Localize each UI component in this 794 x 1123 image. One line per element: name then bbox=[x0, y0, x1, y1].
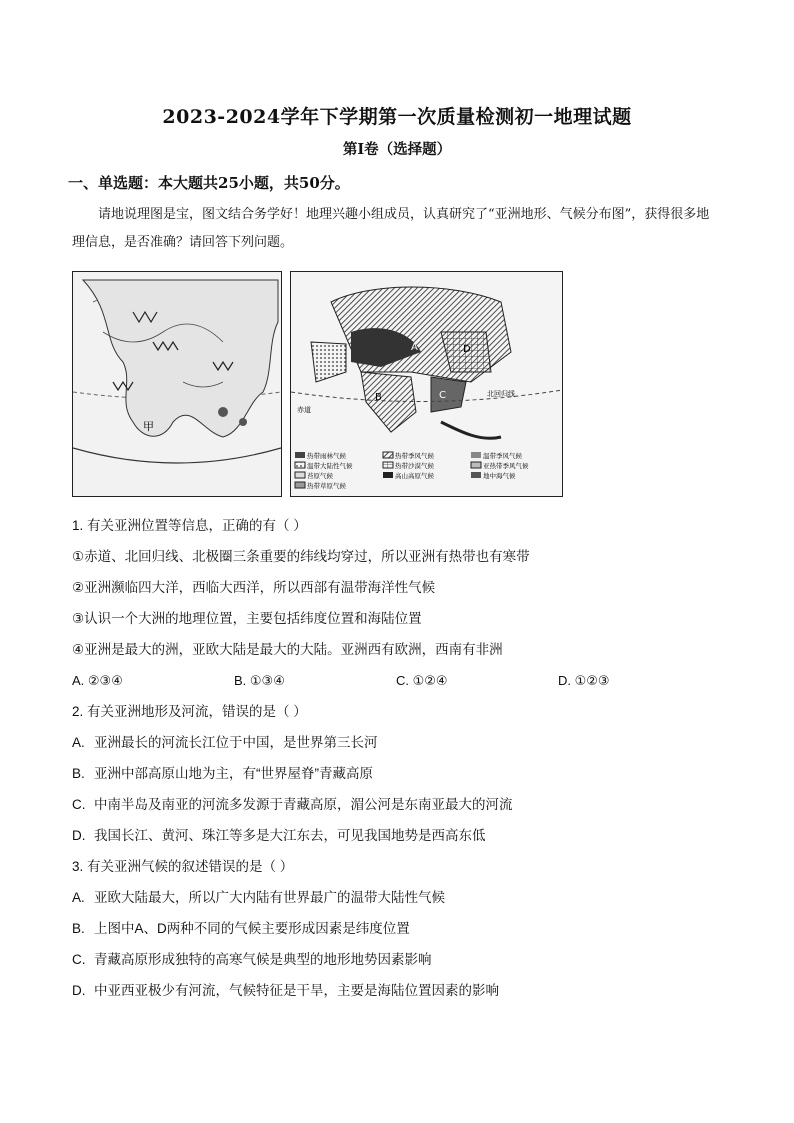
volume-title: 第Ⅰ卷（选择题） bbox=[342, 141, 452, 158]
legend-item: 亚热带季风气候 bbox=[483, 462, 529, 470]
option-text: 中亚西亚极少有河流，气候特征是干旱，主要是海陆位置因素的影响 bbox=[94, 983, 499, 998]
asia-terrain-map bbox=[72, 271, 282, 497]
legend-item: 苔原气候 bbox=[307, 472, 333, 480]
question-1-statement: ④亚洲是最大的洲，亚欧大陆是最大的大陆。亚洲西有欧洲，西南有非洲 bbox=[72, 642, 503, 657]
option-label: B. bbox=[72, 921, 85, 936]
terrain-map-drawing bbox=[73, 272, 281, 496]
question-3-option-d[interactable] bbox=[72, 975, 732, 1006]
climate-label-a: A bbox=[411, 342, 418, 353]
option-text: 上图中A、D两种不同的气候主要形成因素是纬度位置 bbox=[94, 921, 410, 936]
legend-item: 热带沙漠气候 bbox=[395, 462, 434, 470]
option-label: C. bbox=[72, 952, 86, 967]
question-1-option-b[interactable]: B. ①③④ bbox=[234, 673, 285, 688]
option-text: 青藏高原形成独特的高寒气候是典型的地形地势因素影响 bbox=[94, 952, 432, 967]
question-1-option-d[interactable]: D. ①②③ bbox=[558, 673, 610, 688]
legend-item: 高山高原气候 bbox=[395, 472, 434, 480]
legend-item: 热带草原气候 bbox=[307, 482, 346, 490]
equator-label: 赤道 bbox=[297, 406, 311, 414]
question-2-option-d[interactable] bbox=[72, 820, 732, 851]
question-3-option-c[interactable] bbox=[72, 944, 732, 975]
exam-title: 2023-2024学年下学期第一次质量检测初一地理试题 bbox=[162, 106, 632, 128]
option-label: A. bbox=[72, 890, 85, 905]
option-text: 亚洲最长的河流长江位于中国，是世界第三长河 bbox=[94, 735, 378, 750]
option-text: 我国长江、黄河、珠江等多是大江东去，可见我国地势是西高东低 bbox=[94, 828, 486, 843]
option-label: D. bbox=[72, 983, 86, 998]
map-figures bbox=[72, 271, 717, 498]
question-1-options bbox=[72, 665, 732, 696]
option-text: 中南半岛及南亚的河流多发源于青藏高原，湄公河是东南亚最大的河流 bbox=[94, 797, 513, 812]
legend-item: 温带大陆性气候 bbox=[307, 462, 353, 470]
climate-legend bbox=[295, 451, 529, 490]
question-1-statement: ①赤道、北回归线、北极圈三条重要的纬线均穿过，所以亚洲有热带也有寒带 bbox=[72, 549, 530, 564]
climate-label-d: D bbox=[463, 344, 471, 355]
question-2-stem: 2. 有关亚洲地形及河流，错误的是（ ） bbox=[72, 704, 307, 719]
legend-item: 温带季风气候 bbox=[483, 452, 522, 460]
question-1-option-c[interactable]: C. ①②④ bbox=[396, 673, 448, 688]
map-label-jia: 甲 bbox=[143, 420, 154, 433]
question-3-option-a[interactable] bbox=[72, 882, 732, 913]
section-heading: 一、单选题：本大题共25小题，共50分。 bbox=[68, 174, 350, 192]
question-3-option-b[interactable] bbox=[72, 913, 732, 944]
asia-climate-map bbox=[290, 271, 563, 497]
climate-label-c: C bbox=[439, 390, 446, 401]
option-label: B. bbox=[72, 766, 85, 781]
intro-paragraph: 请地说理图是宝，图文结合务学好！地理兴趣小组成员，认真研究了“亚洲地形、气候分布图”，获得很多地理信息，是否准确？请回答下列问题。 bbox=[72, 207, 710, 250]
question-3-stem: 3. 有关亚洲气候的叙述错误的是（ ） bbox=[72, 859, 294, 874]
climate-map-drawing bbox=[291, 272, 562, 496]
question-2-option-a[interactable] bbox=[72, 727, 732, 758]
option-label: D. bbox=[72, 828, 86, 843]
question-1-statement: ③认识一个大洲的地理位置，主要包括纬度位置和海陆位置 bbox=[72, 611, 422, 626]
question-2-option-c[interactable] bbox=[72, 789, 732, 820]
climate-label-b: B bbox=[375, 392, 382, 403]
question-list bbox=[72, 510, 732, 1006]
option-label: A. bbox=[72, 735, 85, 750]
legend-item: 地中海气候 bbox=[483, 472, 516, 480]
option-text: 亚欧大陆最大，所以广大内陆有世界最广的温带大陆性气候 bbox=[94, 890, 445, 905]
question-1-statement: ②亚洲濒临四大洋，西临大西洋，所以西部有温带海洋性气候 bbox=[72, 580, 436, 595]
question-1-stem: 1. 有关亚洲位置等信息，正确的有（ ） bbox=[72, 518, 307, 533]
question-1-option-a[interactable]: A. ②③④ bbox=[72, 673, 123, 688]
option-label: C. bbox=[72, 797, 86, 812]
question-2-option-b[interactable] bbox=[72, 758, 732, 789]
tropic-label: 北回归线 bbox=[487, 390, 515, 398]
legend-item: 热带雨林气候 bbox=[307, 452, 346, 460]
legend-item: 热带季风气候 bbox=[395, 452, 434, 460]
option-text: 亚洲中部高原山地为主，有“世界屋脊”青藏高原 bbox=[94, 766, 373, 781]
